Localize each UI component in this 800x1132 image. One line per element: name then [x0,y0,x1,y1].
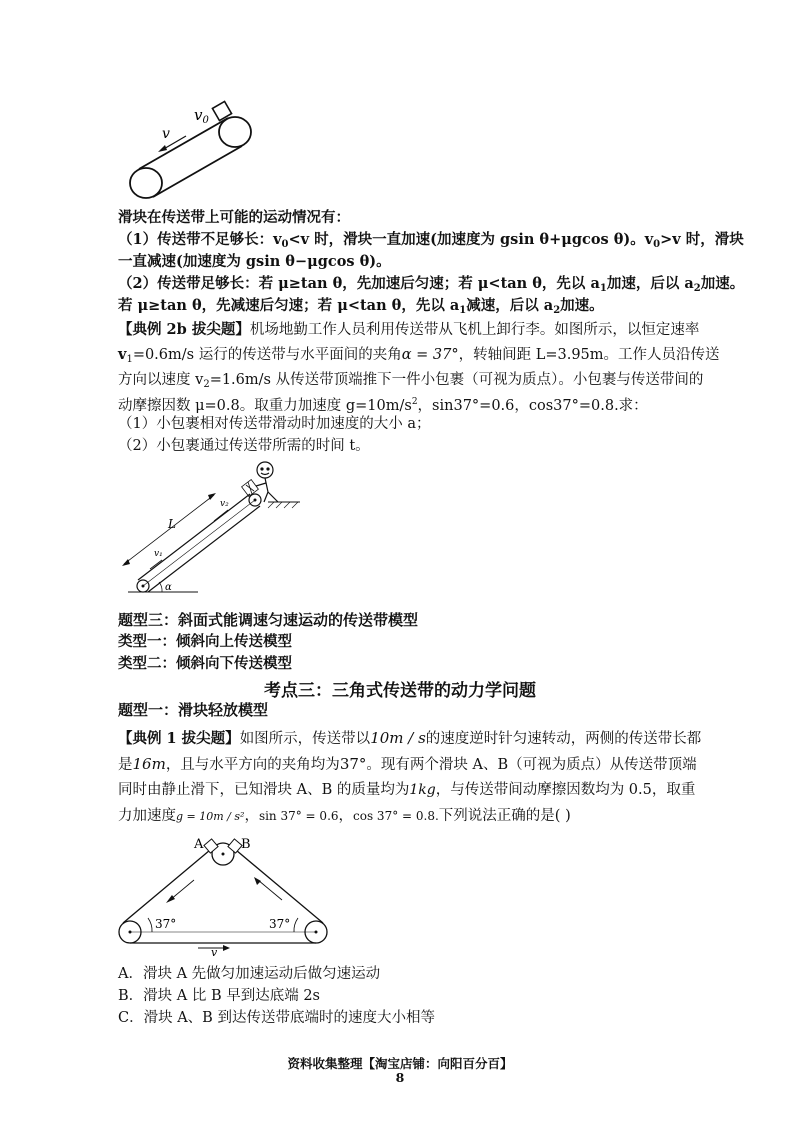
label-L: L [168,517,176,531]
kaodian-3-title: 考点三：三角式传送带的动力学问题 [264,681,536,701]
roller-top [219,117,251,147]
label-A: A [194,837,204,852]
slider-B [228,839,242,853]
footer-source: 资料收集整理【淘宝店铺：向阳百分百】 [287,1056,513,1071]
topic-1-title: 题型一：滑块轻放模型 [118,701,269,719]
figure-airport-conveyor [118,458,318,600]
case1-line1: （1）传送带不足够长：$v_0<v$ 时，滑块一直加速(加速度为 gsin θ+μgcos θ)。$v_0>v$ 时，滑块 [118,231,744,250]
belt-bottom-edge [148,506,260,592]
example-1-line4: 力加速度g = 10m / s²，sin 37° = 0.6，cos 37° = 0.8.下列说法正确的是( ) [118,808,571,824]
label-v0: $v_0$ [194,106,209,126]
option-c: C．滑块 A、B 到达传送带底端时的速度大小相等 [118,1010,435,1026]
label-alpha: α [165,582,172,593]
arrow-left [170,880,194,900]
label-v2: v₂ [220,499,229,509]
roller-bottom [130,168,162,198]
belt-top-edge [138,494,250,580]
label-B: B [241,837,251,852]
example-1-line1: 【典例 1 拔尖题】如图所示，传送带以10m / s的速度逆时针匀速转动，两侧的传送带长都 [118,729,702,747]
question-2: （2）小包裹通过传送带所需的时间 t。 [118,438,370,454]
slider-A [204,839,218,853]
label-v: v [162,126,170,142]
intro-text: 滑块在传送带上可能的运动情况有： [118,209,350,226]
example-2b-line4: 动摩擦因数 μ=0.8。取重力加速度 $g=10m/s^2$，sin37°=0.6，cos37°=0.8.求： [118,397,648,414]
example-1-line2: 是16m，且与水平方向的夹角均为37°。现有两个滑块 A、B（可视为质点）从传送带顶端 [118,755,697,773]
section-3-title: 题型三：斜面式能调速匀速运动的传送带模型 [118,611,419,629]
example-2b-line1: 【典例 2b 拔尖题】机场地勤工作人员利用传送带从飞机上卸行李。如图所示，以恒定速率 [118,321,700,338]
example-2b-line3: 方向以速度 $v_2=1.6m/s$ 从传送带顶端推下一件小包裹（可视为质点）。小包裹与传送带间的 [118,372,704,390]
question-1: （1）小包裹相对传送带滑动时加速度的大小 a； [118,416,431,432]
figure-incline-belt [118,96,268,202]
label-angle-left: 37° [155,917,177,931]
option-b: B．滑块 A 比 B 早到达底端 2s [118,988,320,1004]
example-1-line3: 同时由静止滑下，已知滑块 A、B 的质量均为1kg，与传送带间动摩擦因数均为 0.5，取重 [118,782,696,798]
case2-line: （2）传送带足够长：若 μ≥tan θ，先加速后匀速；若 μ<tan θ，先以 $a_1$加速，后以 $a_2$加速。 [118,275,745,294]
label-angle-right: 37° [269,917,291,931]
arrow-right [258,880,282,900]
type-2: 类型二：倾斜向下传送模型 [118,655,292,672]
label-v: v [211,946,218,956]
page-number: 8 [395,1070,405,1085]
option-a: A．滑块 A 先做匀加速运动后做匀速运动 [118,966,381,982]
type-1: 类型一：倾斜向上传送模型 [118,633,292,650]
case3-line: 若 μ≥tan θ，先减速后匀速；若 μ<tan θ，先以 $a_1$减速，后以 $a_2$加速。 [118,297,604,316]
case1-line2: 一直减速(加速度为 gsin θ−μgcos θ)。 [118,253,391,270]
example-2b-line2: $v_1=0.6m/s$ 运行的传送带与水平面间的夹角α = 37°，转轴间距 L=3.95m。工作人员沿传送 [118,346,720,365]
label-v1: v₁ [154,549,163,559]
figure-triangle-conveyor [118,832,328,956]
